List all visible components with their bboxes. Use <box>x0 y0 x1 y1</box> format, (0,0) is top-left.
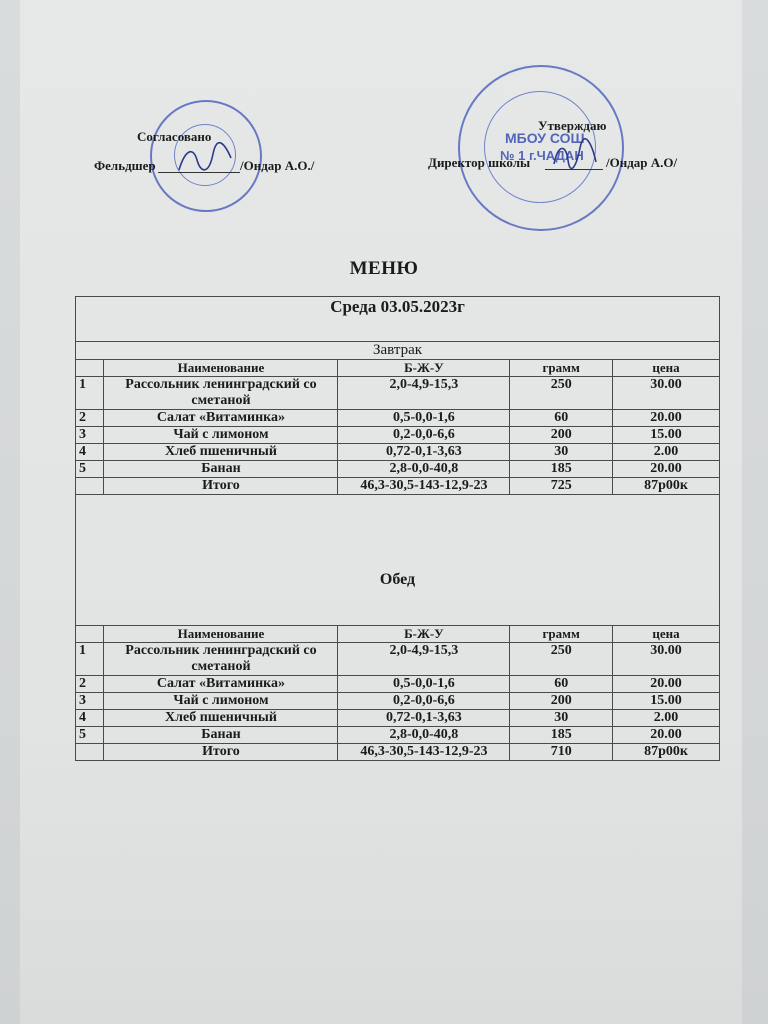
breakfast-row <box>76 427 720 444</box>
dish-gram: 185 <box>510 727 613 744</box>
dish-bju: 2,0-4,9-15,3 <box>338 643 510 676</box>
dish-gram: 30 <box>510 710 613 727</box>
lunch-row <box>76 693 720 710</box>
approval-left-role: Фельдшер <box>94 158 156 173</box>
total-gram: 725 <box>510 478 613 495</box>
dish-price: 20.00 <box>613 461 720 478</box>
lunch-col-2: Б-Ж-У <box>338 626 510 643</box>
total-bju: 46,3-30,5-143-12,9-23 <box>338 744 510 761</box>
breakfast-col-1: Наименование <box>104 360 338 377</box>
row-number: 2 <box>76 410 104 427</box>
dish-gram: 250 <box>510 377 613 410</box>
dish-price: 20.00 <box>613 727 720 744</box>
dish-name: Рассольник ленинградский со сметаной <box>104 643 338 676</box>
dish-bju: 2,0-4,9-15,3 <box>338 377 510 410</box>
approval-right-role: Директор школы <box>428 155 531 170</box>
dish-price: 2.00 <box>613 444 720 461</box>
dish-name: Рассольник ленинградский со сметаной <box>104 377 338 410</box>
total-gram: 710 <box>510 744 613 761</box>
signature-right-icon <box>550 138 600 172</box>
lunch-column-header-row <box>76 626 720 643</box>
row-number: 2 <box>76 676 104 693</box>
dish-gram: 200 <box>510 427 613 444</box>
day-header: Среда 03.05.2023г <box>76 297 720 342</box>
breakfast-row <box>76 410 720 427</box>
dish-bju: 0,5-0,0-1,6 <box>338 676 510 693</box>
breakfast-row <box>76 461 720 478</box>
lunch-col-num <box>76 626 104 643</box>
dish-bju: 0,5-0,0-1,6 <box>338 410 510 427</box>
dish-bju: 0,72-0,1-3,63 <box>338 444 510 461</box>
stamp-line-2: № 1 г.ЧАДАН <box>500 148 584 163</box>
dish-price: 15.00 <box>613 427 720 444</box>
lunch-col-1: Наименование <box>104 626 338 643</box>
lunch-col-3: грамм <box>510 626 613 643</box>
total-bju: 46,3-30,5-143-12,9-23 <box>338 478 510 495</box>
dish-name: Салат «Витаминка» <box>104 676 338 693</box>
dish-name: Банан <box>104 727 338 744</box>
breakfast-col-4: цена <box>613 360 720 377</box>
breakfast-col-3: грамм <box>510 360 613 377</box>
dish-price: 30.00 <box>613 643 720 676</box>
signature-left-icon <box>175 140 235 176</box>
menu-table <box>75 296 720 761</box>
dish-name: Банан <box>104 461 338 478</box>
stamp-line-1: МБОУ СОШ <box>505 130 585 146</box>
breakfast-col-num <box>76 360 104 377</box>
row-number: 5 <box>76 461 104 478</box>
total-num-empty <box>76 744 104 761</box>
row-number: 3 <box>76 427 104 444</box>
dish-bju: 0,2-0,0-6,6 <box>338 693 510 710</box>
approval-left-label: Согласовано <box>137 129 212 144</box>
approval-right-label: Утверждаю <box>538 118 607 133</box>
breakfast-row <box>76 377 720 410</box>
breakfast-row <box>76 444 720 461</box>
lunch-total-row <box>76 744 720 761</box>
dish-bju: 2,8-0,0-40,8 <box>338 461 510 478</box>
total-label: Итого <box>104 478 338 495</box>
breakfast-col-2: Б-Ж-У <box>338 360 510 377</box>
lunch-row <box>76 710 720 727</box>
breakfast-total-row <box>76 478 720 495</box>
section-gap-2 <box>76 597 720 626</box>
dish-bju: 0,72-0,1-3,63 <box>338 710 510 727</box>
approval-right-name: /Ондар А.О/ <box>606 155 678 170</box>
lunch-title-row <box>76 563 720 597</box>
dish-gram: 60 <box>510 410 613 427</box>
dish-name: Чай с лимоном <box>104 693 338 710</box>
breakfast-header: Завтрак <box>76 342 720 360</box>
page-title: МЕНЮ <box>349 258 419 279</box>
approval-left-name: /Ондар А.О./ <box>240 158 315 173</box>
section-gap <box>76 495 720 564</box>
dish-price: 30.00 <box>613 377 720 410</box>
dish-price: 20.00 <box>613 676 720 693</box>
dish-name: Чай с лимоном <box>104 427 338 444</box>
dish-gram: 185 <box>510 461 613 478</box>
total-num-empty <box>76 478 104 495</box>
total-label: Итого <box>104 744 338 761</box>
dish-bju: 0,2-0,0-6,6 <box>338 427 510 444</box>
lunch-col-4: цена <box>613 626 720 643</box>
dish-price: 20.00 <box>613 410 720 427</box>
total-price: 87р00к <box>613 744 720 761</box>
row-number: 3 <box>76 693 104 710</box>
dish-name: Хлеб пшеничный <box>104 444 338 461</box>
row-number: 4 <box>76 444 104 461</box>
breakfast-column-header-row <box>76 360 720 377</box>
lunch-row <box>76 727 720 744</box>
dish-price: 2.00 <box>613 710 720 727</box>
dish-name: Салат «Витаминка» <box>104 410 338 427</box>
lunch-header: Обед <box>76 563 720 597</box>
dish-gram: 200 <box>510 693 613 710</box>
dish-gram: 250 <box>510 643 613 676</box>
lunch-row <box>76 676 720 693</box>
row-number: 1 <box>76 377 104 410</box>
row-number: 1 <box>76 643 104 676</box>
row-number: 5 <box>76 727 104 744</box>
dish-gram: 60 <box>510 676 613 693</box>
dish-price: 15.00 <box>613 693 720 710</box>
total-price: 87р00к <box>613 478 720 495</box>
dish-gram: 30 <box>510 444 613 461</box>
dish-bju: 2,8-0,0-40,8 <box>338 727 510 744</box>
row-number: 4 <box>76 710 104 727</box>
dish-name: Хлеб пшеничный <box>104 710 338 727</box>
lunch-row <box>76 643 720 676</box>
